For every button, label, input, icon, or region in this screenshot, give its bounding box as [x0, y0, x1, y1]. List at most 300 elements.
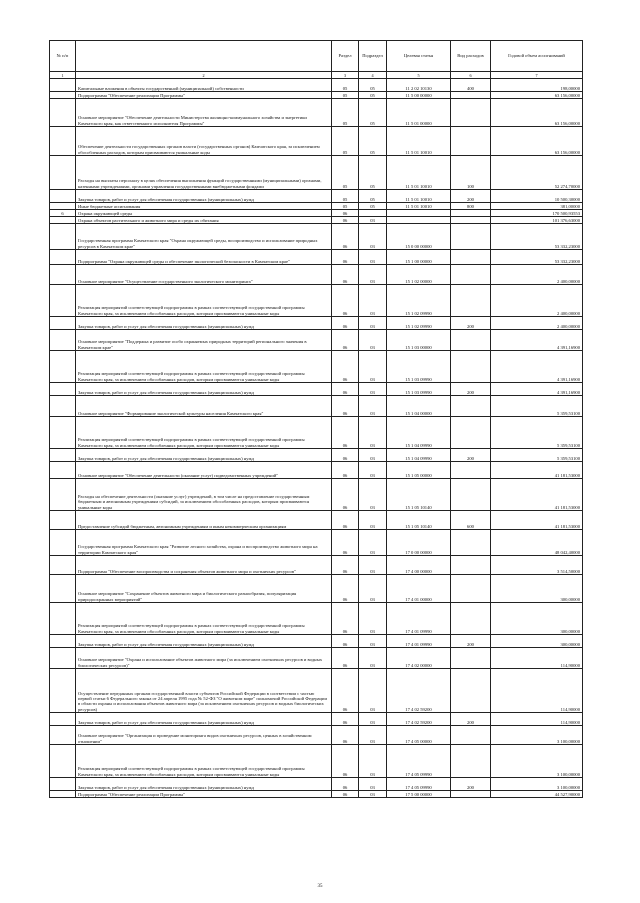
row-expense-type: [451, 669, 491, 713]
row-razdel: 05: [332, 190, 359, 203]
row-target-article: 15 1 05 10140: [387, 479, 451, 511]
row-amount: 2 400,00000: [491, 285, 583, 317]
row-number: [50, 317, 76, 330]
row-target-article: 17 4 02 59200: [387, 713, 451, 726]
table-row: [50, 224, 583, 250]
row-amount: 101 376,63000: [491, 217, 583, 224]
row-name: Осуществление переданных органам государственной власти субъектов Российской Федерации в соответствии с частью первой статьи 6 Федерального закона от 24 апреля 1995 года № 52-ФЗ "О животном мире" полномочий Российской Федерации в области охраны и использования объектов животного мира (за исключением охотничьих ресурсов и водных биологических ресурсов): [76, 669, 332, 713]
row-target-article: 17 4 01 00000: [387, 575, 451, 603]
row-name: Основное мероприятие "Поддержка и развитие особо охраняемых природных территорий регионального значения в Камчатском крае": [76, 330, 332, 351]
row-expense-type: [451, 351, 491, 383]
row-podrazdel: 03: [359, 556, 387, 575]
row-podrazdel: 03: [359, 791, 387, 798]
row-number: [50, 224, 76, 250]
row-target-article: 11 5 01 10010: [387, 190, 451, 203]
row-amount: 41 181,53000: [491, 462, 583, 479]
row-number: [50, 713, 76, 726]
row-amount: 5 359,53100: [491, 417, 583, 449]
row-razdel: 06: [332, 530, 359, 556]
row-podrazdel: 03: [359, 396, 387, 417]
row-razdel: 05: [332, 127, 359, 156]
row-razdel: 06: [332, 449, 359, 462]
row-podrazdel: 03: [359, 575, 387, 603]
row-razdel: 06: [332, 250, 359, 265]
row-expense-type: [451, 217, 491, 224]
row-podrazdel: 03: [359, 330, 387, 351]
row-target-article: [387, 217, 451, 224]
header-col-razdel: Раздел: [332, 41, 359, 72]
row-razdel: 06: [332, 778, 359, 791]
row-name: Подпрограмма "Охрана окружающей среды и обеспечение экологической безопасности в Камчатском крае": [76, 250, 332, 265]
header-col-number: № п/п: [50, 41, 76, 72]
row-expense-type: 200: [451, 635, 491, 648]
row-name: Предоставление субсидий бюджетным, автономным учреждениям и иным некоммерческим организациям: [76, 511, 332, 530]
table-row: [50, 648, 583, 669]
row-number: [50, 330, 76, 351]
row-expense-type: 100: [451, 156, 491, 190]
column-number: 2: [76, 72, 332, 79]
row-amount: 41 181,53000: [491, 511, 583, 530]
row-expense-type: 400: [451, 79, 491, 92]
row-razdel: 06: [332, 479, 359, 511]
row-podrazdel: 03: [359, 449, 387, 462]
table-row: [50, 511, 583, 530]
row-number: [50, 648, 76, 669]
row-number: [50, 190, 76, 203]
row-expense-type: [451, 210, 491, 217]
row-amount: 41 181,53000: [491, 479, 583, 511]
row-expense-type: [451, 745, 491, 778]
row-amount: 48 042,40000: [491, 530, 583, 556]
table-row: [50, 190, 583, 203]
row-expense-type: [451, 556, 491, 575]
row-number: 6: [50, 210, 76, 217]
row-number: [50, 79, 76, 92]
row-name: Реализация мероприятий соответствующей подпрограммы в рамках соответствующей государственной программы Камчатского края, за исключением обособленных расходов, которым присваиваются уникальные коды: [76, 745, 332, 778]
row-name: Основное мероприятие "Сохранение объектов животного мира и биологического разнообразия, популяризация природоохранных мероприятий": [76, 575, 332, 603]
row-number: [50, 556, 76, 575]
table-row: [50, 203, 583, 210]
row-razdel: 06: [332, 603, 359, 635]
row-podrazdel: 03: [359, 603, 387, 635]
table-row: [50, 250, 583, 265]
row-target-article: 11 5 00 00000: [387, 92, 451, 99]
row-razdel: 06: [332, 417, 359, 449]
row-amount: 114,90000: [491, 713, 583, 726]
row-name: Реализация мероприятий соответствующей подпрограммы в рамках соответствующей государственной программы Камчатского края, за исключением обособленных расходов, которым присваиваются уникальные коды: [76, 603, 332, 635]
row-podrazdel: 03: [359, 317, 387, 330]
row-target-article: 15 1 04 09990: [387, 449, 451, 462]
row-amount: 198,00000: [491, 79, 583, 92]
table-row: [50, 575, 583, 603]
row-podrazdel: 03: [359, 713, 387, 726]
row-expense-type: [451, 285, 491, 317]
row-name: Основное мероприятие "Обеспечение деятельности (оказание услуг) подведомственных учреждений": [76, 462, 332, 479]
row-expense-type: [451, 127, 491, 156]
row-amount: 2 400,00000: [491, 265, 583, 285]
row-target-article: [387, 210, 451, 217]
table-row: [50, 330, 583, 351]
table-row: [50, 449, 583, 462]
row-target-article: 17 4 05 00000: [387, 726, 451, 745]
table-row: [50, 556, 583, 575]
table-row: [50, 99, 583, 127]
row-expense-type: 200: [451, 190, 491, 203]
row-target-article: 11 5 01 10010: [387, 127, 451, 156]
row-podrazdel: 03: [359, 479, 387, 511]
row-expense-type: [451, 250, 491, 265]
row-number: [50, 92, 76, 99]
row-razdel: 06: [332, 745, 359, 778]
row-razdel: 06: [332, 351, 359, 383]
header-col-target-article: Целевая статья: [387, 41, 451, 72]
table-row: [50, 479, 583, 511]
row-number: [50, 285, 76, 317]
row-name: Капитальные вложения в объекты государственной (муниципальной) собственности: [76, 79, 332, 92]
row-number: [50, 669, 76, 713]
row-number: [50, 745, 76, 778]
row-razdel: 06: [332, 556, 359, 575]
table-row: [50, 530, 583, 556]
row-number: [50, 511, 76, 530]
row-name: Основное мероприятие "Осуществление государственного экологического мониторинга": [76, 265, 332, 285]
row-target-article: 15 1 04 00000: [387, 396, 451, 417]
table-row: [50, 417, 583, 449]
row-target-article: 15 1 03 09990: [387, 383, 451, 396]
row-number: [50, 250, 76, 265]
row-amount: 44 527,90000: [491, 791, 583, 798]
row-amount: 53 332,23000: [491, 250, 583, 265]
row-name: Охрана объектов растительного и животного мира и среды их обитания: [76, 217, 332, 224]
row-podrazdel: 03: [359, 462, 387, 479]
row-name: Реализация мероприятий соответствующей подпрограммы в рамках соответствующей государственной программы Камчатского края, за исключением обособленных расходов, которым присваиваются уникальные коды: [76, 417, 332, 449]
table-row: [50, 462, 583, 479]
row-podrazdel: 05: [359, 190, 387, 203]
row-name: Реализация мероприятий соответствующей подпрограммы в рамках соответствующей государственной программы Камчатского края, за исключением обособленных расходов, которым присваиваются уникальные коды: [76, 351, 332, 383]
row-number: [50, 396, 76, 417]
row-name: Основное мероприятие "Охрана и использование объектов животного мира (за исключением охотничьих ресурсов и водных биологических ресурсов)": [76, 648, 332, 669]
row-razdel: 06: [332, 396, 359, 417]
row-name: Основное мероприятие "Формирование экологической культуры населения Камчатского края": [76, 396, 332, 417]
row-name: Государственная программа Камчатского края "Охрана окружающей среды, воспроизводство и использование природных ресурсов в Камчатском крае": [76, 224, 332, 250]
row-podrazdel: [359, 210, 387, 217]
table-row: [50, 713, 583, 726]
table-row: [50, 210, 583, 217]
row-name: Основное мероприятие "Обеспечение деятельности Министерства жилищно-коммунального хозяйства и энергетики Камчатского края, как ответственного исполнителя Программы": [76, 99, 332, 127]
table-row: [50, 217, 583, 224]
row-number: [50, 479, 76, 511]
row-amount: 300,00000: [491, 635, 583, 648]
row-name: Закупка товаров, работ и услуг для обеспечения государственных (муниципальных) нужд: [76, 317, 332, 330]
row-target-article: 15 1 04 09990: [387, 417, 451, 449]
row-target-article: 15 0 00 00000: [387, 224, 451, 250]
column-number: 1: [50, 72, 76, 79]
row-target-article: 17 4 00 00000: [387, 556, 451, 575]
row-expense-type: [451, 575, 491, 603]
row-podrazdel: 05: [359, 127, 387, 156]
row-razdel: 06: [332, 575, 359, 603]
row-amount: 63 156,00000: [491, 92, 583, 99]
column-number-row: [50, 72, 583, 79]
row-amount: 3 100,00000: [491, 745, 583, 778]
row-target-article: 15 1 03 00000: [387, 330, 451, 351]
row-razdel: 05: [332, 203, 359, 210]
table-row: [50, 351, 583, 383]
table-row: [50, 726, 583, 745]
budget-table: [49, 40, 583, 798]
row-target-article: 15 1 03 09990: [387, 351, 451, 383]
row-podrazdel: 03: [359, 417, 387, 449]
row-expense-type: [451, 479, 491, 511]
table-row: [50, 383, 583, 396]
column-number: 7: [491, 72, 583, 79]
row-name: Подпрограмма "Обеспечение реализации Программы": [76, 92, 332, 99]
row-razdel: 05: [332, 92, 359, 99]
row-razdel: 06: [332, 726, 359, 745]
row-expense-type: 200: [451, 317, 491, 330]
row-name: Закупка товаров, работ и услуг для обеспечения государственных (муниципальных) нужд: [76, 383, 332, 396]
row-number: [50, 265, 76, 285]
row-amount: 170 500,93553: [491, 210, 583, 217]
row-amount: 52 274,70000: [491, 156, 583, 190]
row-name: Основное мероприятие "Организация и проведение мониторинга видов охотничьих ресурсов, ценных в хозяйственном отношении": [76, 726, 332, 745]
row-podrazdel: 05: [359, 92, 387, 99]
row-razdel: 06: [332, 285, 359, 317]
row-podrazdel: 03: [359, 265, 387, 285]
row-number: [50, 530, 76, 556]
row-amount: 2 400,00000: [491, 317, 583, 330]
row-expense-type: 200: [451, 383, 491, 396]
table-row: [50, 92, 583, 99]
row-name: Обеспечение деятельности государственных органов власти (государственных органов) Камчатского края, за исключением обособленных расходов, которым присваиваются уникальные коды: [76, 127, 332, 156]
row-name: Подпрограмма "Обеспечение реализации Программы": [76, 791, 332, 798]
row-number: [50, 603, 76, 635]
row-razdel: 06: [332, 265, 359, 285]
row-number: [50, 203, 76, 210]
row-name: Закупка товаров, работ и услуг для обеспечения государственных (муниципальных) нужд: [76, 635, 332, 648]
header-col-name: [76, 41, 332, 72]
page-number: 35: [317, 884, 323, 889]
row-name: Расходы на выплаты персоналу в целях обеспечения выполнения функций государственными (муниципальными) органами, казенными учреждениями, органами управления государственными внебюджетными фондами: [76, 156, 332, 190]
row-podrazdel: 05: [359, 156, 387, 190]
row-amount: 381,00000: [491, 203, 583, 210]
row-amount: 5 359,53100: [491, 449, 583, 462]
row-expense-type: 800: [451, 203, 491, 210]
row-name: Подпрограмма "Обеспечение воспроизводства и сохранения объектов животного мира и охотничьих ресурсов": [76, 556, 332, 575]
row-target-article: 15 1 05 10140: [387, 511, 451, 530]
row-razdel: 06: [332, 383, 359, 396]
row-podrazdel: 03: [359, 250, 387, 265]
row-razdel: 05: [332, 156, 359, 190]
row-amount: 114,90000: [491, 648, 583, 669]
row-number: [50, 383, 76, 396]
row-podrazdel: 03: [359, 726, 387, 745]
column-number: 4: [359, 72, 387, 79]
row-target-article: 17 4 05 09990: [387, 778, 451, 791]
row-target-article: 11 5 01 10010: [387, 203, 451, 210]
row-podrazdel: 03: [359, 635, 387, 648]
table-body: [50, 79, 583, 798]
row-number: [50, 635, 76, 648]
row-target-article: 11 5 01 00000: [387, 99, 451, 127]
column-number: 3: [332, 72, 359, 79]
row-name: Закупка товаров, работ и услуг для обеспечения государственных (муниципальных) нужд: [76, 190, 332, 203]
row-expense-type: [451, 265, 491, 285]
row-target-article: 11 2 02 10130: [387, 79, 451, 92]
header-col-annual-amount: Годовой объем ассигнований: [491, 41, 583, 72]
row-number: [50, 726, 76, 745]
row-podrazdel: 03: [359, 285, 387, 317]
table-row: [50, 635, 583, 648]
row-expense-type: 200: [451, 449, 491, 462]
row-target-article: 17 0 00 00000: [387, 530, 451, 556]
row-name: Иные бюджетные ассигнования: [76, 203, 332, 210]
row-podrazdel: 03: [359, 530, 387, 556]
row-razdel: 06: [332, 330, 359, 351]
row-razdel: 06: [332, 648, 359, 669]
row-podrazdel: 05: [359, 203, 387, 210]
row-podrazdel: 03: [359, 224, 387, 250]
row-expense-type: [451, 726, 491, 745]
row-expense-type: [451, 417, 491, 449]
row-razdel: 06: [332, 635, 359, 648]
row-number: [50, 351, 76, 383]
row-name: Государственная программа Камчатского края "Развитие лесного хозяйства, охрана и воспроизводство животного мира на территории Камчатского края": [76, 530, 332, 556]
row-target-article: 17 4 02 59200: [387, 669, 451, 713]
row-number: [50, 575, 76, 603]
header-col-podrazdel: Подраздел: [359, 41, 387, 72]
row-podrazdel: 05: [359, 99, 387, 127]
row-amount: 10 500,30000: [491, 190, 583, 203]
row-amount: 3 100,00000: [491, 778, 583, 791]
row-name: Расходы на обеспечение деятельности (оказание услуг) учреждений, в том числе на предоставление государственным бюджетным и автономным учреждениям субсидий, за исключением обособленных расходов, которым присваиваются уникальные коды: [76, 479, 332, 511]
table-row: [50, 791, 583, 798]
column-number: 6: [451, 72, 491, 79]
row-number: [50, 462, 76, 479]
table-row: [50, 669, 583, 713]
row-expense-type: [451, 462, 491, 479]
row-expense-type: [451, 603, 491, 635]
row-number: [50, 217, 76, 224]
table-row: [50, 778, 583, 791]
table-row: [50, 317, 583, 330]
row-podrazdel: 03: [359, 511, 387, 530]
table-row: [50, 396, 583, 417]
row-amount: 4 391,16900: [491, 351, 583, 383]
row-amount: 3 514,50000: [491, 556, 583, 575]
row-razdel: 06: [332, 317, 359, 330]
row-razdel: 06: [332, 224, 359, 250]
row-amount: 4 391,16900: [491, 383, 583, 396]
row-number: [50, 791, 76, 798]
table-row: [50, 265, 583, 285]
row-razdel: 06: [332, 713, 359, 726]
table-row: [50, 745, 583, 778]
row-amount: 5 359,53100: [491, 396, 583, 417]
row-podrazdel: 03: [359, 745, 387, 778]
row-amount: 63 156,00000: [491, 99, 583, 127]
row-amount: 114,90000: [491, 669, 583, 713]
row-expense-type: [451, 224, 491, 250]
row-expense-type: [451, 99, 491, 127]
row-expense-type: 200: [451, 778, 491, 791]
row-target-article: 17 4 02 00000: [387, 648, 451, 669]
row-razdel: 05: [332, 99, 359, 127]
row-amount: 300,00000: [491, 603, 583, 635]
row-target-article: 15 1 02 09990: [387, 285, 451, 317]
budget-table-sheet: [49, 40, 582, 798]
row-expense-type: 200: [451, 713, 491, 726]
row-amount: 4 391,16900: [491, 330, 583, 351]
row-name: Реализация мероприятий соответствующей подпрограммы в рамках соответствующей государственной программы Камчатского края, за исключением обособленных расходов, которым присваиваются уникальные коды: [76, 285, 332, 317]
row-expense-type: [451, 396, 491, 417]
row-target-article: 11 5 01 10010: [387, 156, 451, 190]
row-expense-type: [451, 92, 491, 99]
row-razdel: 06: [332, 210, 359, 217]
row-podrazdel: 03: [359, 778, 387, 791]
row-target-article: 15 1 02 09990: [387, 317, 451, 330]
row-target-article: 15 1 00 00000: [387, 250, 451, 265]
table-row: [50, 603, 583, 635]
table-row: [50, 285, 583, 317]
row-expense-type: [451, 791, 491, 798]
row-razdel: 06: [332, 669, 359, 713]
header-col-expense-type: Вид расходов: [451, 41, 491, 72]
row-number: [50, 778, 76, 791]
row-target-article: 15 1 02 00000: [387, 265, 451, 285]
row-amount: 300,00000: [491, 575, 583, 603]
row-number: [50, 449, 76, 462]
row-razdel: 06: [332, 511, 359, 530]
row-number: [50, 127, 76, 156]
row-razdel: 06: [332, 791, 359, 798]
row-podrazdel: 03: [359, 351, 387, 383]
table-header: [50, 41, 583, 79]
row-amount: 63 156,00000: [491, 127, 583, 156]
row-target-article: 15 1 05 00000: [387, 462, 451, 479]
row-number: [50, 417, 76, 449]
table-row: [50, 127, 583, 156]
row-number: [50, 156, 76, 190]
row-podrazdel: 03: [359, 217, 387, 224]
column-number: 5: [387, 72, 451, 79]
row-razdel: 06: [332, 462, 359, 479]
row-name: Охрана окружающей среды: [76, 210, 332, 217]
row-target-article: 17 5 00 00000: [387, 791, 451, 798]
row-amount: 53 332,23000: [491, 224, 583, 250]
row-amount: 3 100,00000: [491, 726, 583, 745]
table-row: [50, 79, 583, 92]
row-target-article: 17 4 05 09990: [387, 745, 451, 778]
row-expense-type: [451, 530, 491, 556]
table-row: [50, 156, 583, 190]
row-podrazdel: 05: [359, 79, 387, 92]
row-name: Закупка товаров, работ и услуг для обеспечения государственных (муниципальных) нужд: [76, 449, 332, 462]
row-podrazdel: 03: [359, 383, 387, 396]
row-target-article: 17 4 01 09990: [387, 635, 451, 648]
row-expense-type: [451, 330, 491, 351]
row-razdel: 06: [332, 217, 359, 224]
row-number: [50, 99, 76, 127]
row-name: Закупка товаров, работ и услуг для обеспечения государственных (муниципальных) нужд: [76, 778, 332, 791]
row-expense-type: 600: [451, 511, 491, 530]
row-target-article: 17 4 01 09990: [387, 603, 451, 635]
row-name: Закупка товаров, работ и услуг для обеспечения государственных (муниципальных) нужд: [76, 713, 332, 726]
row-expense-type: [451, 648, 491, 669]
row-razdel: 05: [332, 79, 359, 92]
row-podrazdel: 03: [359, 669, 387, 713]
row-podrazdel: 03: [359, 648, 387, 669]
